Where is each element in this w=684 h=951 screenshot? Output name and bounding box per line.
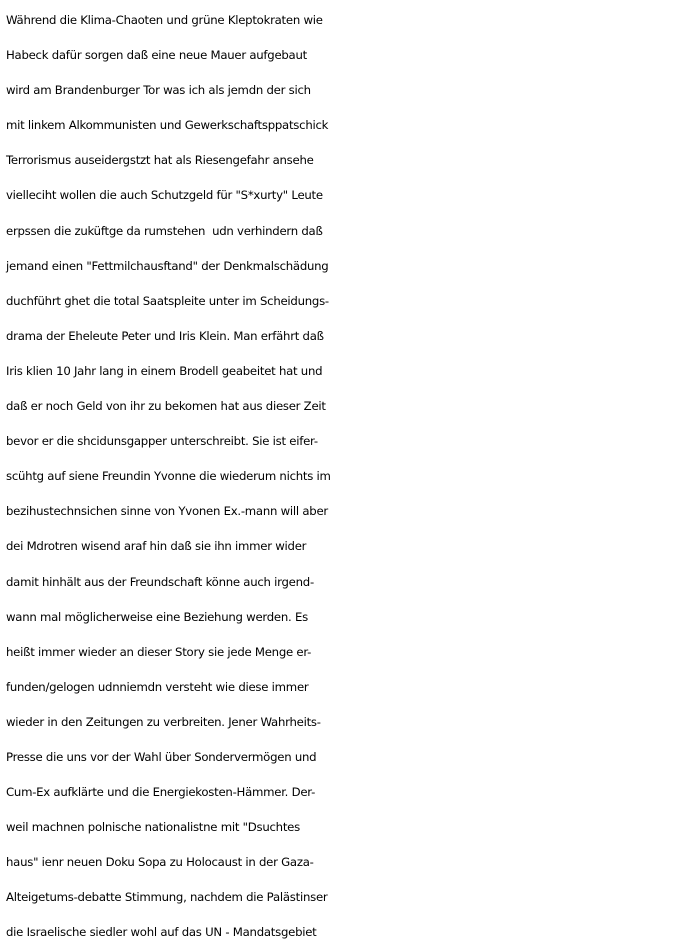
text-line: Alteigetums-debatte Stimmung, nachdem die Palästinser: [6, 890, 328, 905]
text-line: Terrorismus auseidergstzt hat als Riesengefahr ansehe: [6, 153, 314, 168]
text-line: wann mal möglicherweise eine Beziehung werden. Es: [6, 609, 308, 624]
text-line: drama der Eheleute Peter und Iris Klein. Man erfährt daß: [6, 328, 324, 343]
text-line: wieder in den Zeitungen zu verbreiten. Jener Wahrheits-: [6, 714, 321, 729]
text-line: funden/gelogen udnniemdn versteht wie diese immer: [6, 679, 309, 694]
text-line: die Israelische siedler wohl auf das UN - Mandatsgebiet: [6, 925, 317, 940]
text-line: Presse die uns vor der Wahl über Sondervermögen und: [6, 749, 317, 764]
text-line: heißt immer wieder an dieser Story sie jede Menge er-: [6, 644, 312, 659]
document-body: [6, 3, 682, 951]
text-line: vielleciht wollen die auch Schutzgeld für "S*xurty" Leute: [6, 188, 323, 203]
text-line: bevor er die shcidunsgapper unterschreibt. Sie ist eifer-: [6, 434, 318, 449]
text-line: weil machnen polnische nationalistne mit "Dsuchtes: [6, 820, 300, 835]
text-line: bezihustechnsichen sinne von Yvonen Ex.-mann will aber: [6, 504, 328, 519]
text-line: duchführt ghet die total Saatspleite unter im Scheidungs-: [6, 293, 329, 308]
text-line: dei Mdrotren wisend araf hin daß sie ihn immer wider: [6, 539, 307, 554]
text-line: mit linkem Alkommunisten und Gewerkschaftsppatschick: [6, 118, 329, 133]
text-line: Habeck dafür sorgen daß eine neue Mauer aufgebaut: [6, 48, 307, 63]
text-line: erpssen die zuküftge da rumstehen udn verhindern daß: [6, 223, 323, 238]
text-line: Iris klien 10 Jahr lang in einem Brodell geabeitet hat und: [6, 363, 323, 378]
text-line: scühtg auf siene Freundin Yvonne die wiederum nichts im: [6, 469, 331, 484]
text-line: Während die Klima-Chaoten und grüne Kleptokraten wie: [6, 13, 323, 27]
text-line: wird am Brandenburger Tor was ich als jemdn der sich: [6, 83, 311, 98]
text-line: damit hinhält aus der Freundschaft könne auch irgend-: [6, 574, 314, 589]
text-line: haus" ienr neuen Doku Sopa zu Holocaust in der Gaza-: [6, 855, 314, 870]
text-line: Cum-Ex aufklärte und die Energiekosten-Hämmer. Der-: [6, 785, 316, 800]
text-line: daß er noch Geld von ihr zu bekomen hat aus dieser Zeit: [6, 399, 326, 414]
text-line: jemand einen "Fettmilchausftand" der Denkmalschädung: [6, 258, 329, 273]
